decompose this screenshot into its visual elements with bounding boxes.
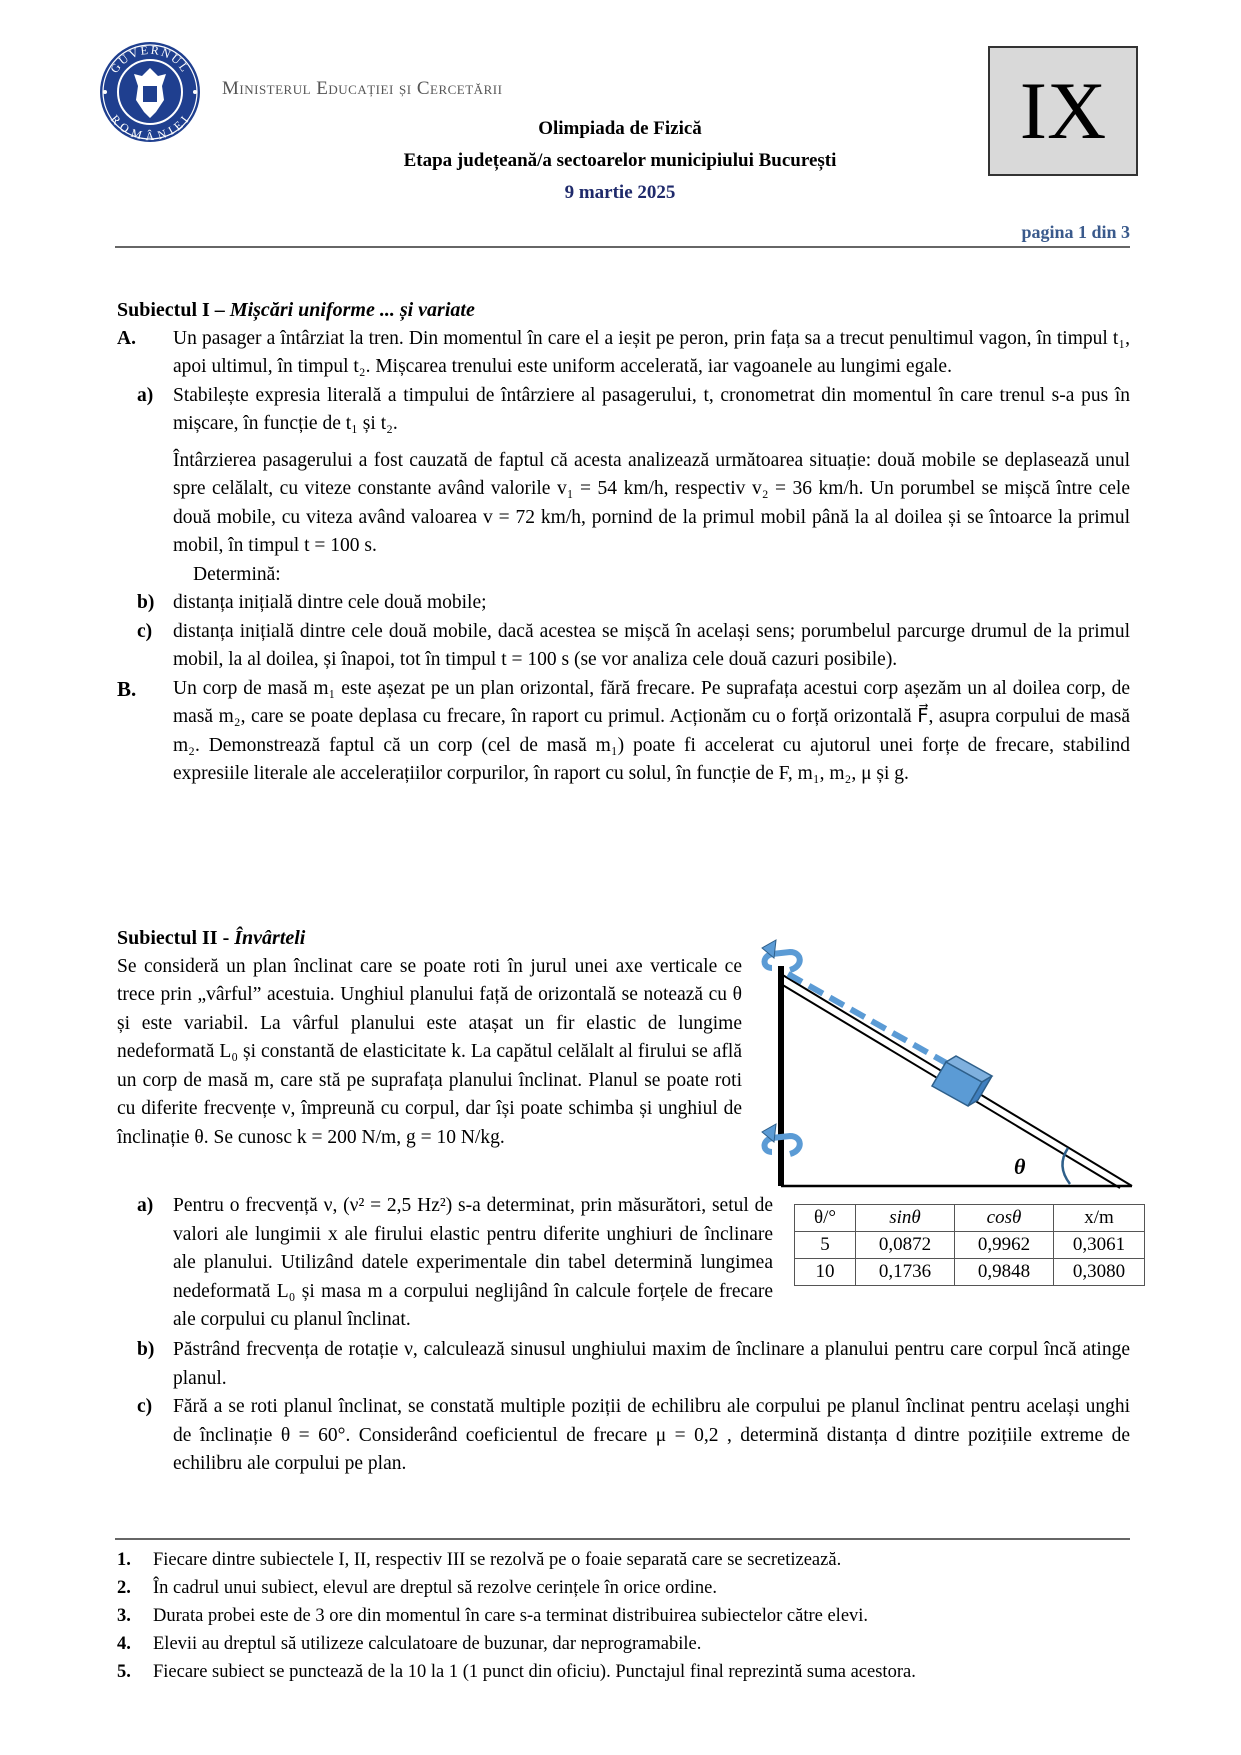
question-1b-label: b) — [137, 592, 155, 613]
subject-2-title — [117, 924, 742, 953]
class-badge: IX — [988, 46, 1138, 176]
footer-divider — [115, 1538, 1130, 1540]
subject-1 — [117, 296, 1130, 789]
note-text: Durata probei este de 3 ore din momentul în care s-a terminat distribuirea subiectelor către elevi. — [153, 1606, 869, 1626]
subject-2-title-name: Învârteli — [234, 927, 306, 949]
subject-1-title-name: Mișcări uniforme ... și variate — [229, 299, 475, 321]
stage-subtitle: Etapa județeană/a sectoarelor municipiului București — [403, 150, 837, 171]
olympiad-title: Olimpiada de Fizică — [538, 118, 702, 139]
determine-label: Determină: — [193, 563, 281, 585]
question-2b-text: Păstrând frecvența de rotație ν, calculează sinusul unghiului maxim de înclinare a planului pentru care corpul încă atinge planul. — [173, 1339, 1130, 1389]
inclined-plane-figure — [760, 930, 1140, 1192]
note-number: 5. — [117, 1662, 131, 1682]
table-header-row — [795, 1205, 1145, 1232]
ministry-name: Ministerul Educației și Cercetării — [222, 78, 503, 99]
question-2b — [117, 1336, 1130, 1393]
question-2a-text-block — [173, 1192, 773, 1335]
problem-B-text: Un corp de masă m₁ este așezat pe un plan orizontal, fără frecare. Pe suprafața acestui corp așezăm un al doilea corp, de masă m₂, care se poate deplasa cu frecare, în raport cu primul. Acționăm cu o forță orizontală F⃗, asupra corpului de masă m₂. Demonstrează faptul că un corp (cel de masă m₁) poate fi accelerat cu ajutorul unei forțe de frecare, stabilind expresiile literale ale accelerațiilor corpurilor, în raport cu solul, în funcție de F, m₁, m₂, μ și g. — [173, 677, 1130, 784]
note-number: 2. — [117, 1578, 131, 1598]
note-number: 4. — [117, 1634, 131, 1654]
table-header-cell: cosθ — [955, 1205, 1054, 1232]
page-indicator: pagina 1 din 3 — [1021, 222, 1130, 242]
note-number: 1. — [117, 1550, 131, 1570]
table-cell: 0,1736 — [856, 1259, 955, 1286]
problem-A-label: A. — [117, 327, 136, 349]
note-item — [117, 1546, 1130, 1574]
subject-1-title-prefix: Subiectul I – — [117, 299, 230, 321]
header-divider — [115, 246, 1130, 248]
intro-text: Se consideră un plan înclinat care se poate roti în jurul unei axe verticale ce trece prin „vârful” acestuia. Unghiul planului față de orizontală se notează cu θ și este variabil. La vârful planului este atașat un fir elastic de lungime nedeformată L₀ și constantă de elasticitate k. La capătul celălalt al firului se află un corp de masă m, care stă pe suprafața planului înclinat. Planul se poate roti cu diferite frecvențe ν, împreună cu corpul, dar își poate schimba și unghiul de înclinație θ. — [117, 955, 742, 1148]
table-row — [795, 1259, 1145, 1286]
exam-notes — [117, 1546, 1130, 1686]
subject-2-title-prefix: Subiectul II - — [117, 927, 235, 949]
table-cell: 0,9962 — [955, 1232, 1054, 1259]
question-2a-body: Pentru o frecvență ν, (ν² = 2,5 Hz²) s-a determinat, prin măsurători, setul de valori ale lungimii x ale firului elastic pentru diferite unghiuri de înclinare ale planului. Utilizând datele experimentale din tabel determină lungimea nedeformată L₀ și masa m a corpului neglijând în calcule forțele de frecare ale corpului cu planul înclinat. — [173, 1195, 773, 1330]
known-constants: Se cunosc k = 200 N/m, g = 10 N/kg. — [213, 1126, 505, 1148]
table-cell: 10 — [795, 1259, 856, 1286]
exam-date: 9 martie 2025 — [564, 182, 676, 203]
note-text: Fiecare subiect se punctează de la 10 la 1 (1 punct din oficiu). Punctajul final reprezintă suma acestora. — [153, 1662, 916, 1682]
inclined-plane-diagram — [760, 930, 1140, 1192]
question-2a-label: a) — [137, 1195, 154, 1216]
note-item — [117, 1602, 1130, 1630]
question-1c-text: distanța inițială dintre cele două mobile, dacă acestea se mișcă în același sens; porumbelul parcurge drumul de la primul mobil, la al doilea, și înapoi, tot în timpul t = 100 s (se vor analiza cele două cazuri posibile). — [173, 620, 1130, 670]
problem-A-text: Un pasager a întârziat la tren. Din momentul în care el a ieșit pe peron, prin fața sa a trecut penultimul vagon, în timpul t₁, apoi ultimul, în timpul t₂. Mișcarea trenului este uniform accelerată, iar vagoanele au lungimi egale. — [173, 327, 1130, 377]
question-2c — [117, 1393, 1130, 1479]
note-text: Fiecare dintre subiectele I, II, respectiv III se rezolvă pe o foaie separată care se secretizează. — [153, 1550, 842, 1570]
note-text: În cadrul unui subiect, elevul are dreptul să rezolve cerințele în orice ordine. — [153, 1578, 718, 1598]
question-2c-label: c) — [137, 1396, 153, 1417]
note-text: Elevii au dreptul să utilizeze calculatoare de buzunar, dar neprogramabile. — [153, 1634, 702, 1654]
table-cell: 0,3061 — [1054, 1232, 1145, 1259]
svg-text:GUVERNUL: GUVERNUL — [107, 42, 193, 76]
question-1b — [117, 589, 1130, 618]
table-header-cell: x/m — [1054, 1205, 1145, 1232]
question-1c-label: c) — [137, 620, 153, 642]
table-cell: 0,0872 — [856, 1232, 955, 1259]
note-item — [117, 1658, 1130, 1686]
svg-text:ROMÂNIEI: ROMÂNIEI — [107, 111, 193, 144]
problem-B — [117, 675, 1130, 789]
data-table — [794, 1204, 1145, 1286]
table-cell: 0,9848 — [955, 1259, 1054, 1286]
table-header-cell: θ/° — [795, 1205, 856, 1232]
note-item — [117, 1630, 1130, 1658]
subject-2-intro-text — [117, 953, 742, 1153]
angle-theta-label: θ — [1014, 1154, 1026, 1179]
question-1c — [117, 618, 1130, 675]
note-number: 3. — [117, 1606, 131, 1626]
question-1a — [117, 382, 1130, 439]
subject-2-intro — [117, 924, 742, 1152]
table-header-cell: sinθ — [856, 1205, 955, 1232]
question-1a-text: Stabilește expresia literală a timpului de întârziere al pasagerului, t, cronometrat din momentul în care trenul s-a pus în mișcare, în funcție de t₁ și t₂. — [173, 384, 1130, 434]
subject-2-questions — [117, 1336, 1130, 1479]
question-2c-text: Fără a se roti planul înclinat, se constată multiple poziții de echilibru ale corpului pe planul înclinat pentru același unghi de înclinație θ = 60°. Considerând coeficientul de frecare μ = 0,2 , determină distanța d dintre pozițiile extreme de echilibru ale corpului pe plan. — [173, 1396, 1130, 1474]
problem-B-label: B. — [117, 676, 137, 701]
table-cell: 0,3080 — [1054, 1259, 1145, 1286]
measurement-table — [794, 1204, 1145, 1286]
note-item — [117, 1574, 1130, 1602]
romanian-coat-of-arms-icon — [98, 40, 202, 144]
government-logo — [98, 40, 202, 144]
question-1a-label: a) — [137, 384, 154, 406]
question-2b-label: b) — [137, 1339, 155, 1360]
pigeon-context-text: Întârzierea pasagerului a fost cauzată de faptul că acesta analizează următoarea situație: două mobile se deplasează unul spre celălalt, cu viteze constante având valorile v₁ = 54 km/h, respectiv v₂ = 36 km/h. Un porumbel se mișcă între cele două mobile, cu viteza având valoarea v = 72 km/h, pornind de la primul mobil până la al doilea și se întoarce la primul mobil, în timpul t = 100 s. — [173, 449, 1130, 556]
rotation-arrow-top-icon — [762, 940, 800, 970]
question-1b-text: distanța inițială dintre cele două mobile; — [173, 592, 487, 613]
subject-1-title — [117, 296, 1130, 325]
problem-A — [117, 325, 1130, 382]
table-row — [795, 1232, 1145, 1259]
table-cell: 5 — [795, 1232, 856, 1259]
